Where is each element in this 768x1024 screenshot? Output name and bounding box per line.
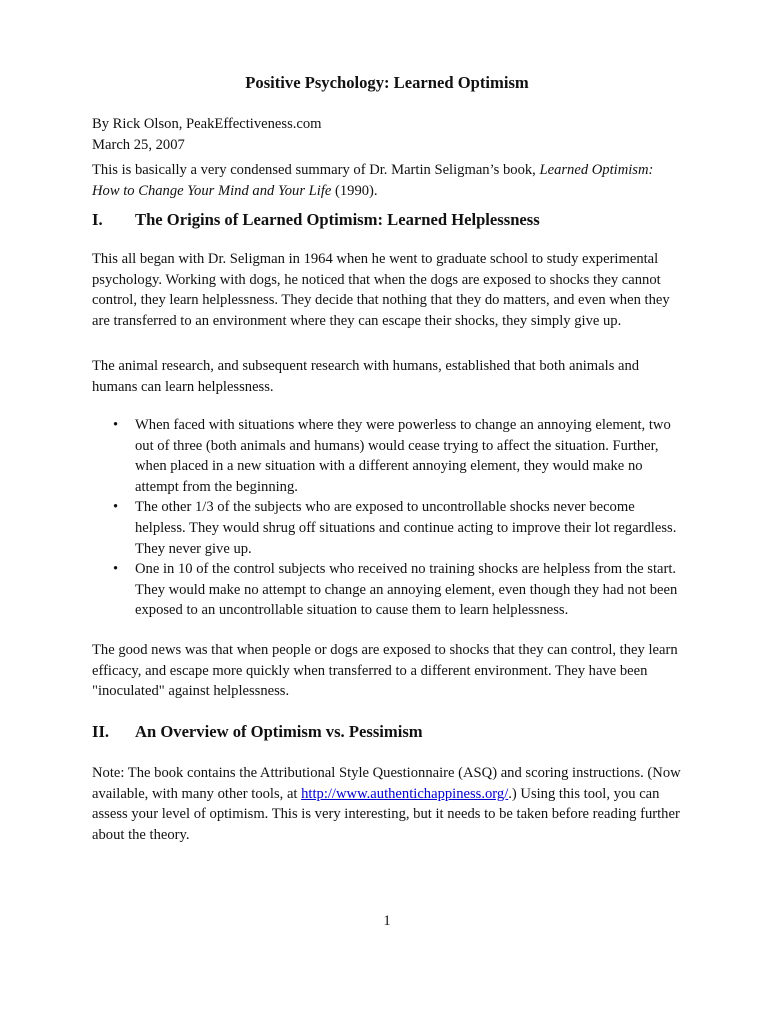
note-text: Note: The book contains the Attributional Style Questionnaire (ASQ) and scoring instructions. (Now available, with many other tools, at <box>92 765 681 802</box>
section-2-heading <box>92 721 682 743</box>
intro-year: (1990). <box>331 182 378 199</box>
list-item-text: The other 1/3 of the subjects who are exposed to uncontrollable shocks never become helpless. They would shrug off situations and continue acting to improve their lot regardless. They never give up. <box>135 499 677 557</box>
section-1-closing-paragraph: The good news was that when people or dogs are exposed to shocks that they can control, they learn efficacy, and escape more quickly when transferred to a different environment. They have been "inoculated" against helplessness. <box>92 642 678 700</box>
intro-text: This is basically a very condensed summary of Dr. Martin Seligman’s book, <box>92 162 540 178</box>
list-item-text: When faced with situations where they were powerless to change an annoying element, two out of three (both animals and humans) would cease trying to affect the situation. Further, when placed in a new situation with a different annoying element, they would make no attempt from the beginning. <box>135 417 671 495</box>
authentic-happiness-link[interactable]: http://www.authentichappiness.org/ <box>301 785 509 802</box>
list-item <box>92 497 682 559</box>
book-title: Learned Optimism: How to Change Your Mind and Your Life <box>92 162 654 199</box>
byline <box>92 114 322 155</box>
section-1-heading <box>92 209 682 231</box>
author-line: By Rick Olson, PeakEffectiveness.com <box>92 116 322 132</box>
section-1-paragraph-2: The animal research, and subsequent research with humans, established that both animals and humans can learn helplessness. <box>92 358 640 395</box>
section-1-number: I. <box>92 210 103 229</box>
intro-paragraph <box>92 160 682 201</box>
findings-list <box>92 415 682 621</box>
list-item <box>92 559 682 621</box>
list-item-text: One in 10 of the control subjects who received no training shocks are helpless from the start. They would make no attempt to change an annoying element, even though they had not been exposed to an uncontrollable situation to cause them to learn helplessness. <box>135 561 678 619</box>
section-2-number: II. <box>92 722 110 741</box>
date-line: March 25, 2007 <box>92 136 185 153</box>
section-1-title: The Origins of Learned Optimism: Learned Helplessness <box>135 210 540 229</box>
note-text-continued: .) Using this tool, you can assess your level of optimism. This is very interesting, but it needs to be taken before reading further about the theory. <box>92 785 680 843</box>
section-1-paragraph-1: This all began with Dr. Seligman in 1964 when he went to graduate school to study experimental psychology. Working with dogs, he noticed that when the dogs are exposed to shocks they cannot control, they learn helplessness. They decide that nothing that they do matters, and even when they are transferred to an environment where they can escape their shocks, they simply give up. <box>92 251 670 329</box>
list-item <box>92 415 682 497</box>
section-2-note-paragraph <box>92 763 682 845</box>
document-title: Positive Psychology: Learned Optimism <box>245 73 529 92</box>
bullet-icon: • <box>113 499 119 516</box>
bullet-icon: • <box>113 561 119 578</box>
bullet-icon: • <box>113 417 119 433</box>
section-2-title: An Overview of Optimism vs. Pessimism <box>135 722 423 741</box>
page-number: 1 <box>383 913 391 929</box>
